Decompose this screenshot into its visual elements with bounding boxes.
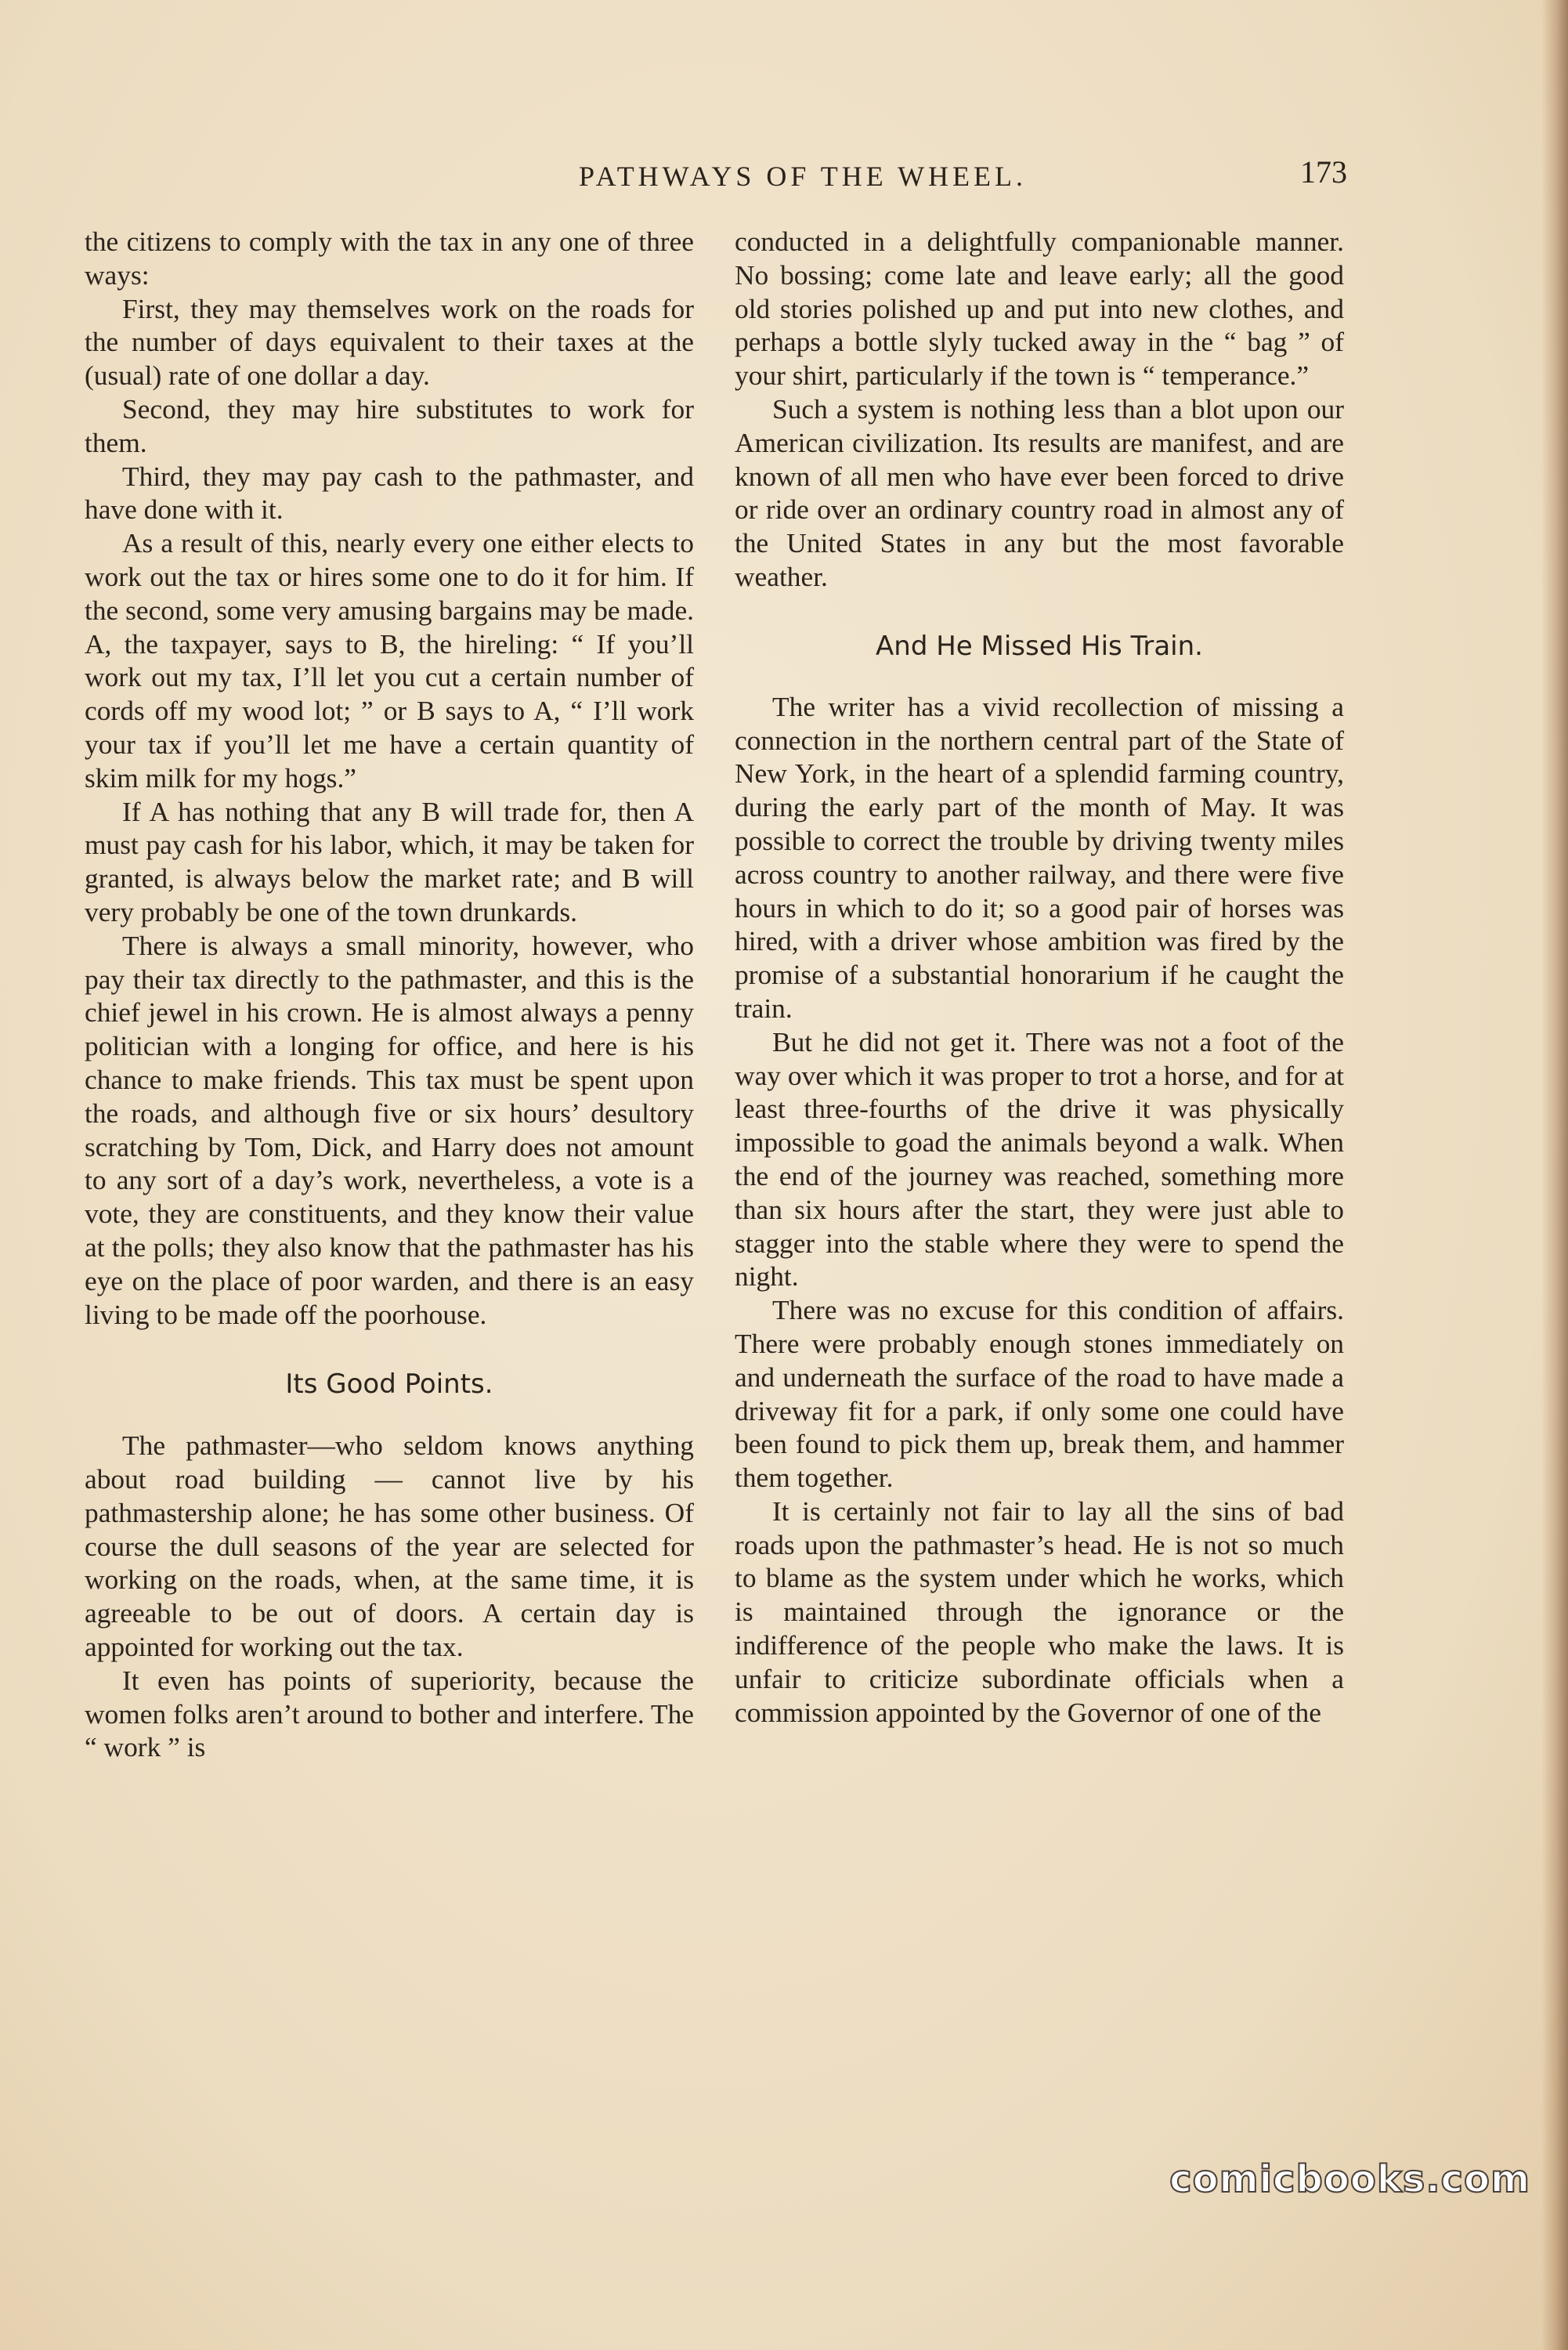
- paragraph: It even has points of superiority, because the women folks aren’t around to bother and interfere. The “ work ” is: [85, 1664, 695, 1763]
- paragraph: If A has nothing that any B will trade for, then A must pay cash for his labor, which, it may be taken for granted, is always below the market rate; and B will very probably be one of the town drunkards.: [85, 795, 694, 927]
- paragraph: There is always a small minority, however, who pay their tax directly to the pathmaster, and this is the chief jewel in his crown. He is almost always a penny politician with a longing for office, and here is his chance to make friends. This tax must be spent upon the roads, and although five or six hours’ desultory scratching by Tom, Dick, and Harry does not amount to any sort of a day’s work, nevertheless, a vote is a vote, they are constituents, and they know their value at the polls; they also know that the pathmaster has his eye on the place of poor warden, and there is an easy living to be made off the poorhouse.: [85, 929, 694, 1330]
- paragraph: The pathmaster—who seldom knows anything about road building — cannot live by his pathmastership alone; he has some other business. Of course the dull seasons of the year are selected for working on the roads, when, at the same time, it is agreeable to be out of doors. A certain day is appointed for working out the tax.: [85, 1430, 694, 1663]
- paragraph: Third, they may pay cash to the pathmaster, and have done with it.: [85, 460, 694, 526]
- page-number: 173: [1300, 154, 1347, 190]
- paragraph: But he did not get it. There was not a foot of the way over which it was proper to trot a horse, and for at least three-fourths of the drive it was physically impossible to goad the animals beyond a walk. When the end of the journey was reached, something more than six hours after the start, they were just able to stagger into the stable where they were to spend the night.: [735, 1025, 1344, 1292]
- paragraph: It is certainly not fair to lay all the sins of bad roads upon the pathmaster’s head. He is not so much to blame as the system under which he works, which is maintained through the ignorance or the indifference of the people who make the laws. It is unfair to criticize subordinate officials when a commission appointed by the Governor of one of the: [735, 1495, 1344, 1728]
- paragraph: The writer has a vivid recollection of missing a connection in the northern central part of the State of New York, in the heart of a splendid farming country, during the early part of the month of May. It was possible to correct the trouble by driving twenty miles across country to another railway, and there were five hours in which to do it; so a good pair of horses was hired, with a driver whose ambition was fired by the promise of a substantial honorarium if he caught the train.: [735, 690, 1344, 1024]
- right-column: [735, 225, 1344, 1729]
- running-title: PATHWAYS OF THE WHEEL.: [578, 161, 1028, 192]
- left-column: [85, 225, 694, 1764]
- paragraph: the citizens to comply with the tax in any one of three ways:: [85, 226, 694, 291]
- paragraph: Such a system is nothing less than a blot upon our American civilization. Its results are manifest, and are known of all men who have ever been forced to drive or ride over an ordinary country road in almost any of the United States in any but the most favorable weather.: [735, 392, 1344, 592]
- page-edge-shadow: [1541, 0, 1568, 2350]
- subheading: Its Good Points.: [285, 1368, 493, 1401]
- subheading: And He Missed His Train.: [876, 630, 1203, 662]
- running-head: [258, 154, 1347, 201]
- paragraph: There was no excuse for this condition of affairs. There were probably enough stones immediately on and underneath the surface of the road to have made a driveway fit for a park, if only some one could have been found to pick them up, break them, and hammer them together.: [735, 1294, 1344, 1494]
- paragraph: Second, they may hire substitutes to work for them.: [85, 392, 694, 458]
- paragraph: conducted in a delightfully companionable manner. No bossing; come late and leave early; all the good old stories polished up and put into new clothes, and perhaps a bottle slyly tucked away in the “ bag ” of your shirt, particularly if the town is “ temperance.”: [735, 226, 1344, 392]
- paragraph: As a result of this, nearly every one either elects to work out the tax or hires some one to do it for him. If the second, some very amusing bargains may be made. A, the taxpayer, says to B, the hireling: “ If you’ll work out my tax, I’ll let you cut a certain number of cords off my wood lot; ” or B says to A, “ I’ll work your tax if you’ll let me have a certain quantity of skim milk for my hogs.”: [85, 527, 694, 794]
- paragraph: First, they may themselves work on the roads for the number of days equivalent to their taxes at the (usual) rate of one dollar a day.: [85, 292, 694, 392]
- watermark: comicbooks.com: [1169, 2157, 1530, 2201]
